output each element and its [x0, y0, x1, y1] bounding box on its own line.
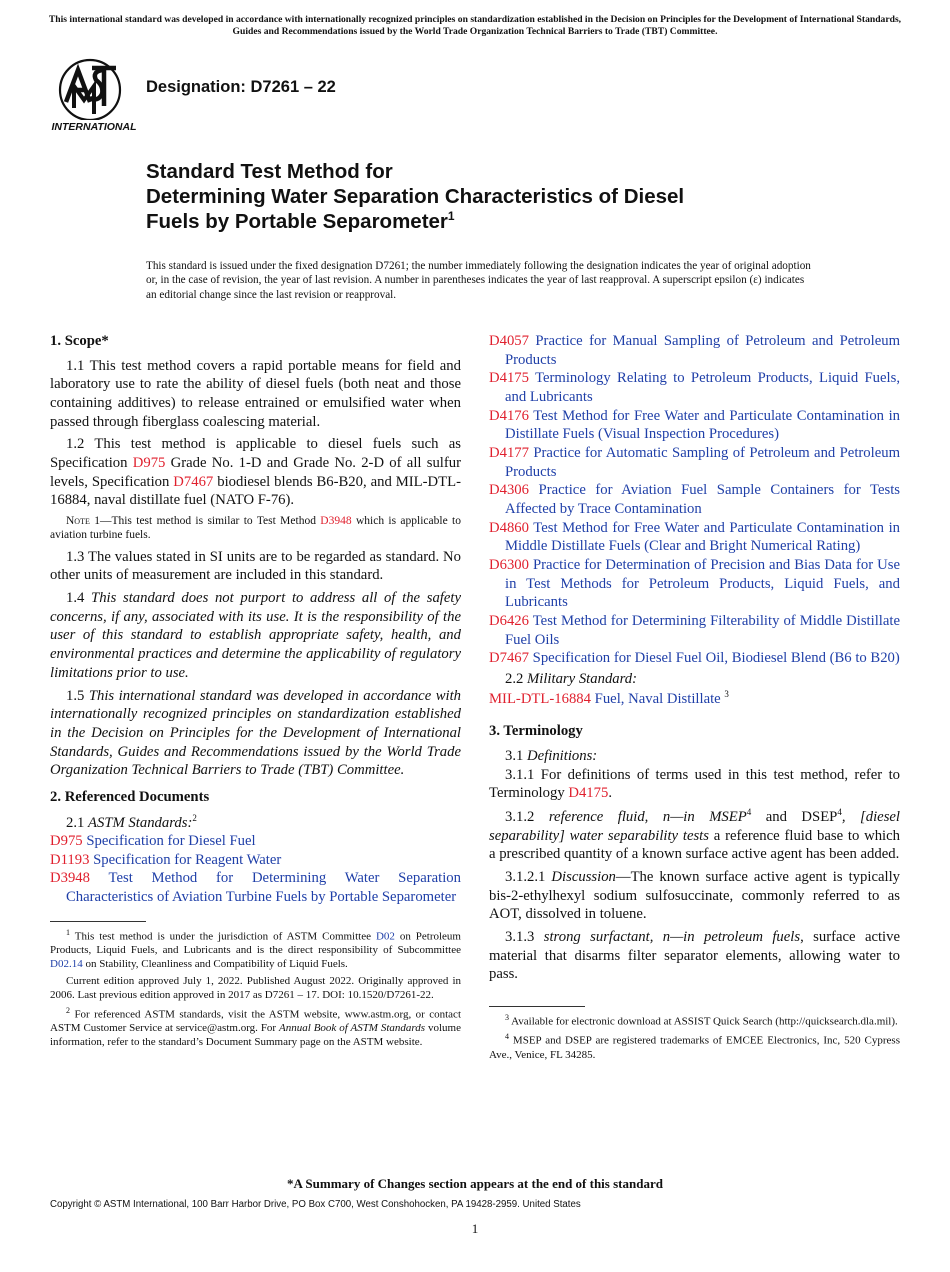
footnote-2-italic: Annual Book of ASTM Standards: [279, 1022, 426, 1035]
para-2-2: [489, 670, 900, 689]
ref-code[interactable]: D4306: [489, 482, 529, 499]
ref-item[interactable]: [50, 851, 461, 870]
para-1-1: 1.1 This test method covers a rapid portable means for field and laboratory use to rate the ability of diesel fuels (both neat and those containing additives) to release entrained or emulsified water when passed through fiberglass coalescing material.: [50, 357, 461, 430]
ref-title[interactable]: Terminology Relating to Petroleum Products, Liquid Fuels, and Lubricants: [505, 370, 900, 406]
para-1-4-text: This standard does not purport to address all of the safety concerns, if any, associated with its use. It is the responsibility of the user of this standard to establish appropriate safety, health, and environmental practices and determine the applicability of regulatory limitations prior to use.: [50, 590, 462, 681]
para-3-1-2-term2: , [diesel separability] water separability tests: [489, 808, 901, 844]
para-1-5-text: This international standard was developed in accordance with internationally recognized principles on standardization established in the Decision on Principles for the Development of International Standards, Guides and Recommendations issued by the World Trade Organization Technical Barriers to Trade (TBT) Committee.: [50, 687, 461, 779]
para-2-1-num: 2.1: [66, 814, 89, 831]
para-3-1-1-text-a: 3.1.1 For definitions of terms used in this test method, refer to Terminology: [489, 766, 900, 802]
para-1-5-num: 1.5: [66, 687, 89, 704]
mil-title[interactable]: Fuel, Naval Distillate: [594, 690, 721, 707]
para-3-1-1-text-b: .: [608, 785, 612, 802]
para-1-2: [50, 435, 461, 510]
ref-item[interactable]: [489, 407, 900, 444]
ref-item[interactable]: [489, 612, 900, 649]
section-referenced-heading: 2. Referenced Documents: [50, 788, 210, 805]
ref-item[interactable]: [489, 519, 900, 556]
para-3-1: [489, 747, 900, 766]
ref-list-right: [489, 332, 900, 668]
note-text-a: 1—This test method is similar to Test Method: [89, 515, 321, 528]
ref-code[interactable]: D4860: [489, 519, 529, 536]
para-3-1-3-def: , surface active material that disarms filter separator elements, allowing water to pass.: [489, 928, 901, 983]
footnote-1-text-c: on Stability, Cleanliness and Compatibility of Liquid Fuels.: [82, 958, 348, 971]
ref-item[interactable]: [489, 332, 900, 369]
para-1-2-text-c: biodiesel blends B6-B20, and MIL-DTL-16884, naval distillate fuel (NATO F-76).: [50, 473, 461, 509]
ref-title[interactable]: Practice for Determination of Precision and Bias Data for Use in Test Methods for Petroleum Products, Liquid Fuels, and Lubricants: [505, 557, 900, 611]
designation: Designation: D7261 – 22: [146, 78, 336, 96]
para-1-2-text-b: Grade No. 1-D and Grade No. 2-D of all sulfur levels, Specification: [50, 455, 461, 490]
ref-link-d4175[interactable]: D4175: [568, 785, 609, 802]
para-3-1-2-and: and DSEP: [751, 808, 838, 825]
para-3-1-2-sup1: 4: [746, 807, 752, 818]
ref-title[interactable]: Test Method for Free Water and Particulate Contamination in Distillate Fuels (Visual Inspection Procedures): [505, 407, 900, 443]
para-1-4-num: 1.4: [66, 590, 92, 607]
mil-code[interactable]: MIL-DTL-16884: [489, 690, 591, 707]
ref-code[interactable]: D6300: [489, 557, 529, 574]
para-2-2-label: Military Standard:: [527, 671, 638, 688]
footnote-2-text-b: volume information, refer to the standard’s Document Summary page on the ASTM website.: [50, 1022, 461, 1049]
footnote-3-mark: 3: [505, 1012, 509, 1022]
committee-link-d02[interactable]: D02: [375, 930, 395, 943]
ref-code[interactable]: D1193: [50, 851, 90, 868]
para-3-1-2-1-text: —The known surface active agent is typically bis-2-ethylhexyl sodium sulfosuccinate, commonly referred to as AOT, dissolved in toluene.: [489, 868, 900, 923]
ref-link-d7467[interactable]: D7467: [173, 473, 214, 490]
title-line-2: Determining Water Separation Characteristics of Diesel: [146, 184, 685, 208]
footnote-2: [50, 1006, 461, 1050]
para-1-2-text-a: 1.2 This test method is applicable to diesel fuels such as Specification: [50, 436, 461, 472]
footnote-1-mark: 1: [66, 927, 70, 937]
para-3-1-2-sup2: 4: [837, 807, 842, 818]
ref-code[interactable]: D975: [50, 833, 83, 850]
footnote-1-edition: Current edition approved July 1, 2022. Published August 2022. Originally approved in 2006. Last previous edition approved in 2017 as D7261 – 17. DOI: 10.1520/D7261-22.: [50, 975, 461, 1001]
para-3-1-label: Definitions:: [527, 748, 598, 764]
para-3-1-2-1: [489, 868, 900, 924]
ref-item[interactable]: [50, 869, 461, 906]
footnote-4: [489, 1032, 900, 1062]
para-3-1-2-num: 3.1.2: [505, 808, 549, 825]
subcommittee-link-d02-14[interactable]: D02.14: [50, 958, 83, 971]
para-1-5: [50, 687, 461, 780]
ref-item[interactable]: [489, 444, 900, 481]
footnote-rule-left: [50, 921, 146, 922]
issue-statement: This standard is issued under the fixed designation D7261; the number immediately following the designation indicates the year of original adoption or, in the case of revision, the year of last revision. A number in parentheses indicates the year of last reapproval. A superscript epsilon (ε) indicates an editorial change since the last revision or reapproval.: [146, 260, 811, 301]
footnote-1-text-a: This test method is under the jurisdiction of ASTM Committee: [70, 930, 376, 943]
right-column: [489, 332, 900, 1066]
para-2-1-label: ASTM Standards:: [88, 814, 193, 831]
ref-item[interactable]: [489, 556, 900, 612]
footnote-3: [489, 1013, 900, 1030]
ref-code[interactable]: D3948: [50, 870, 90, 887]
para-2-1: [50, 813, 461, 833]
footnote-1-text-b: on Petroleum Products, Liquid Fuels, and Lubricants and is the direct responsibility of Subcommittee: [50, 930, 461, 957]
ref-code[interactable]: D7467: [489, 650, 529, 667]
ref-title[interactable]: Specification for Reagent Water: [93, 851, 282, 868]
footnote-4-text: MSEP and DSEP are registered trademarks of EMCEE Electronics, Inc, 520 Cypress Ave., Venice, FL 34285.: [489, 1035, 900, 1061]
ref-item[interactable]: [50, 832, 461, 851]
title-footnote-mark: 1: [447, 209, 455, 224]
mil-sup: 3: [724, 688, 729, 699]
ref-title[interactable]: Specification for Diesel Fuel: [86, 833, 256, 850]
summary-of-changes-note: *A Summary of Changes section appears at the end of this standard: [287, 1176, 663, 1191]
ref-title[interactable]: Test Method for Determining Filterability of Middle Distillate Fuel Oils: [505, 613, 900, 648]
note-text-b: which is applicable to aviation turbine fuels.: [50, 515, 461, 542]
copyright: Copyright © ASTM International, 100 Barr Harbor Drive, PO Box C700, West Conshohocken, PA 19428-2959. United States: [50, 1199, 581, 1210]
title-line-3: Fuels by Portable Separometer: [146, 210, 448, 234]
ref-code[interactable]: D4057: [489, 333, 529, 349]
ref-title[interactable]: Test Method for Free Water and Particulate Contamination in Middle Distillate Fuels (Clear and Bright Numerical Rating): [505, 519, 900, 555]
para-2-2-num: 2.2: [505, 671, 528, 688]
ref-title[interactable]: Practice for Aviation Fuel Sample Containers for Tests Affected by Trace Contamination: [505, 482, 901, 518]
ref-list-left: [50, 832, 461, 907]
logo-text: INTERNATIONAL: [51, 121, 136, 133]
ref-title[interactable]: Specification for Diesel Fuel Oil, Biodiesel Blend (B6 to B20): [532, 650, 900, 667]
ref-item[interactable]: [489, 369, 900, 406]
astm-international-logo: [50, 56, 136, 134]
ref-title[interactable]: Test Method for Determining Water Separation Characteristics of Aviation Turbine Fuels by Portable Separometer: [66, 870, 461, 906]
footnote-1: [50, 928, 461, 972]
para-3-1-2-term: reference fluid, n—in MSEP: [548, 808, 747, 825]
section-terminology-heading: 3. Terminology: [489, 723, 583, 740]
section-scope-heading: 1. Scope*: [50, 333, 109, 349]
document-title: [146, 160, 846, 235]
page-number: 1: [471, 1221, 479, 1236]
ref-link-d975[interactable]: D975: [132, 455, 166, 472]
footnote-4-mark: 4: [505, 1032, 509, 1042]
ref-link-d3948-note[interactable]: D3948: [320, 515, 352, 528]
para-2-1-sup: 2: [192, 812, 197, 823]
ref-code[interactable]: D4177: [489, 445, 529, 462]
para-1-3: 1.3 The values stated in SI units are to be regarded as standard. No other units of measurement are included in this standard.: [50, 548, 461, 584]
para-1-4: [50, 589, 461, 682]
para-3-1-2-1-num: 3.1.2.1: [505, 868, 552, 885]
top-notice: This international standard was developed in accordance with internationally recognized principles on standardization established in the Decision on Principles for the Development of International Standards, Guides and Recommendations issued by the World Trade Organization Technical Barriers to Trade (TBT) Committee.: [48, 14, 902, 37]
note-1: [50, 514, 461, 543]
ref-title[interactable]: Practice for Automatic Sampling of Petroleum and Petroleum Products: [505, 445, 901, 480]
para-3-1-num: 3.1: [505, 748, 528, 764]
para-3-1-3-term: strong surfactant, n—in petroleum fuels: [543, 928, 801, 945]
para-3-1-1: [489, 766, 900, 803]
para-3-1-2: [489, 807, 900, 864]
title-line-1: Standard Test Method for: [146, 160, 393, 183]
footnote-rule-right: [489, 1006, 585, 1007]
ref-item[interactable]: [489, 481, 900, 518]
para-3-1-2-def: a reference fluid base to which a prescribed quantity of a known surface active agent has been added.: [489, 827, 900, 863]
ref-code[interactable]: D4175: [489, 370, 529, 387]
footnote-3-text: Available for electronic download at ASSIST Quick Search (http://quicksearch.dla.mil).: [509, 1015, 898, 1028]
note-label: Note: [66, 515, 90, 528]
ref-code[interactable]: D4176: [489, 407, 529, 424]
ref-title[interactable]: Practice for Manual Sampling of Petroleum and Petroleum Products: [505, 333, 900, 368]
footnote-2-mark: 2: [66, 1005, 70, 1015]
ref-code[interactable]: D6426: [489, 613, 529, 630]
left-column: [50, 332, 461, 1053]
para-3-1-2-1-label: Discussion: [551, 868, 616, 885]
mil-standard-ref[interactable]: [489, 689, 900, 709]
para-3-1-3-num: 3.1.3: [505, 928, 544, 945]
footnote-2-text-a: For referenced ASTM standards, visit the ASTM website, www.astm.org, or contact ASTM Customer Service at service@astm.org. For: [50, 1008, 461, 1035]
para-3-1-3: [489, 928, 900, 984]
ref-item[interactable]: [489, 649, 900, 668]
